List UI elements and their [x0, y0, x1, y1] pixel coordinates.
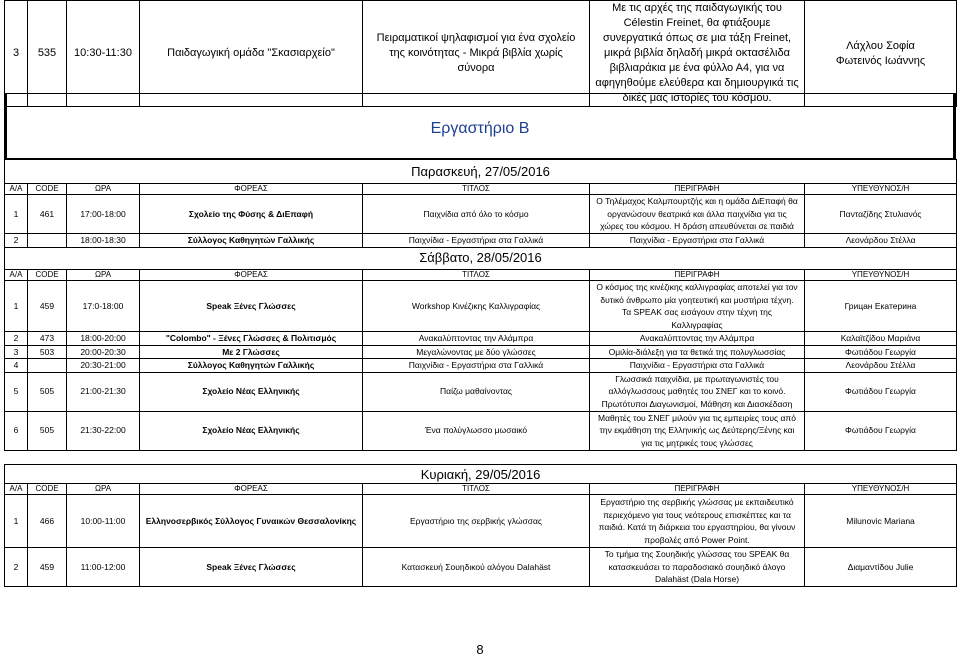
table-row [5, 281, 957, 332]
row-code: 505 [28, 372, 67, 411]
row-org: "Colombo" - Ξένες Γλώσσες & Πολιτισμός [140, 332, 363, 346]
row-time: 20:00-20:30 [67, 345, 140, 359]
header-code: CODE [28, 270, 67, 281]
row-desc: Μαθητές του ΣΝΕΓ μιλούν για τις εμπειρίες τους από την εκμάθηση της Ελληνικής ως Δεύτερης/Ξένης και για τις μητρικές τους γλώσσες [590, 411, 805, 450]
row-code [28, 359, 67, 373]
row-no: 2 [5, 332, 28, 346]
row-org: Σύλλογος Καθηγητών Γαλλικής [140, 359, 363, 373]
table-row [5, 195, 957, 234]
row-desc: Γλωσσικά παιχνίδια, με πρωταγωνιστές του αλλόγλωσσους μαθητές του ΣΝΕΓ και το κοινό. Πρωτότυποι Διαγωνισμοί, Μάθηση και Διασκέδαση [590, 372, 805, 411]
header-code: CODE [28, 184, 67, 195]
row-code: 535 [28, 1, 67, 107]
table-row [5, 411, 957, 450]
table-row [5, 495, 957, 548]
row-code: 505 [28, 411, 67, 450]
row-time: 21:30-22:00 [67, 411, 140, 450]
header-no: Α/Α [5, 184, 28, 195]
row-no: 3 [5, 1, 28, 107]
header-desc: ΠΕΡΙΓΡΑΦΗ [590, 484, 805, 495]
row-code: 459 [28, 281, 67, 332]
row-no: 1 [5, 281, 28, 332]
row-org: Σχολείο της Φύσης & ΔιΕπαφή [140, 195, 363, 234]
row-time: 18:00-18:30 [67, 234, 140, 248]
schedule-sunday [4, 464, 957, 587]
row-desc: Ο κόσμος της κινέζικης καλλιγραφίας αποτελεί για τον δυτικό άνθρωπο μία γοητευτική και μυστήρια τέχνη. Τα SPEAK σας εισάγουν στην τέχνη της Καλλιγραφίας [590, 281, 805, 332]
header-resp: ΥΠΕΥΘΥΝΟΣ/Η [805, 184, 957, 195]
row-title: Ανακαλύπτοντας την Αλάμπρα [363, 332, 590, 346]
row-desc: Παιχνίδια - Εργαστήρια στα Γαλλικά [590, 359, 805, 373]
header-time: ΩΡΑ [67, 184, 140, 195]
row-org: Με 2 Γλώσσες [140, 345, 363, 359]
row-title: Παιχνίδια - Εργαστήρια στα Γαλλικά [363, 234, 590, 248]
row-org: Speak Ξένες Γλώσσες [140, 548, 363, 587]
row-code: 473 [28, 332, 67, 346]
day-heading: Παρασκευή, 27/05/2016 [5, 160, 957, 184]
row-time: 11:00-12:00 [67, 548, 140, 587]
header-org: ΦΟΡΕΑΣ [140, 484, 363, 495]
header-desc: ΠΕΡΙΓΡΑΦΗ [590, 184, 805, 195]
row-no: 3 [5, 345, 28, 359]
header-no: Α/Α [5, 270, 28, 281]
row-desc: Ο Τηλέμαχος Καλμπουρτζής και η ομάδα ΔιΕπαφή θα οργανώσουν θεατρικά και άλλα παιχνίδια για τις χώρες του κόσμου. Η δράση απευθύνεται σε παιδιά [590, 195, 805, 234]
header-title: ΤΙΤΛΟΣ [363, 270, 590, 281]
row-title: Μεγαλώνοντας με δύο γλώσσες [363, 345, 590, 359]
row-title: Πειραματικοί ψηλαφισμοί για ένα σχολείο της κοινότητας - Μικρά βιβλία χωρίς σύνορα [363, 1, 590, 107]
header-code: CODE [28, 484, 67, 495]
row-no: 4 [5, 359, 28, 373]
table-row [5, 1, 957, 107]
row-code: 461 [28, 195, 67, 234]
row-title: Workshop Κινέζικης Καλλιγραφίας [363, 281, 590, 332]
row-no: 2 [5, 548, 28, 587]
schedule-saturday [4, 246, 957, 451]
row-code: 503 [28, 345, 67, 359]
table-row [5, 372, 957, 411]
header-org: ΦΟΡΕΑΣ [140, 184, 363, 195]
row-no: 1 [5, 495, 28, 548]
header-resp: ΥΠΕΥΘΥΝΟΣ/Η [805, 270, 957, 281]
table-row [5, 234, 957, 248]
row-desc: Ανακαλύπτοντας την Αλάμπρα [590, 332, 805, 346]
row-desc: Ομιλία-διάλεξη για τα θετικά της πολυγλωσσίας [590, 345, 805, 359]
header-time: ΩΡΑ [67, 270, 140, 281]
row-desc: Το τμήμα της Σουηδικής γλώσσας του SPEAK θα κατασκευάσει το παραδοσιακό σουηδικό άλογο Dalahäst (Dala Horse) [590, 548, 805, 587]
schedule-friday [4, 159, 957, 248]
header-resp: ΥΠΕΥΘΥΝΟΣ/Η [805, 484, 957, 495]
row-resp: Διαμαντίδου Julie [805, 548, 957, 587]
row-no: 1 [5, 195, 28, 234]
workshop-title: Εργαστήριο Β [430, 120, 530, 137]
header-desc: ΠΕΡΙΓΡΑΦΗ [590, 270, 805, 281]
column-header-row [5, 484, 957, 495]
column-header-row [5, 270, 957, 281]
row-time: 20:30-21:00 [67, 359, 140, 373]
row-org: Παιδαγωγική ομάδα "Σκασιαρχείο" [140, 1, 363, 107]
row-resp: Λάχλου Σοφία Φωτεινός Ιωάννης [805, 1, 957, 107]
row-time: 17:0-18:00 [67, 281, 140, 332]
row-no: 2 [5, 234, 28, 248]
row-code [28, 234, 67, 248]
row-code: 466 [28, 495, 67, 548]
row-resp: Καλαϊτζίδου Μαριάνα [805, 332, 957, 346]
top-row-table [4, 0, 957, 107]
header-title: ΤΙΤΛΟΣ [363, 484, 590, 495]
row-title: Παιχνίδια από όλο το κόσμο [363, 195, 590, 234]
row-resp: Πανταζίδης Στυλιανός [805, 195, 957, 234]
row-time: 21:00-21:30 [67, 372, 140, 411]
row-org: Ελληνοσερβικός Σύλλογος Γυναικών Θεσσαλονίκης [140, 495, 363, 548]
row-org: Speak Ξένες Γλώσσες [140, 281, 363, 332]
row-no: 6 [5, 411, 28, 450]
day-heading: Σάββατο, 28/05/2016 [5, 246, 957, 270]
row-resp: Milunovic Mariana [805, 495, 957, 548]
row-desc: Με τις αρχές της παιδαγωγικής του Célestin Freinet, θα φτιάξουμε συνεργατικά όπως σε μια τάξη Freinet, μικρά βιβλία δηλαδή μικρά οκτασέλιδα βιβλιαράκια με ένα φύλλο Α4, για να αφηγηθούμε ελεύθερα και δημιουργικά τις δικές μας ιστορίες του κόσμου. [590, 1, 805, 107]
table-row [5, 359, 957, 373]
table-row [5, 548, 957, 587]
row-resp: Φωτιάδου Γεωργία [805, 372, 957, 411]
row-time: 10:30-11:30 [67, 1, 140, 107]
column-header-row [5, 184, 957, 195]
row-code: 459 [28, 548, 67, 587]
page-number: 8 [476, 642, 484, 657]
header-no: Α/Α [5, 484, 28, 495]
row-resp: Λεονάρδου Στέλλα [805, 234, 957, 248]
header-title: ΤΙΤΛΟΣ [363, 184, 590, 195]
row-title: Ένα πολύγλωσσο μωσαικό [363, 411, 590, 450]
workshop-banner [4, 93, 956, 159]
header-org: ΦΟΡΕΑΣ [140, 270, 363, 281]
row-time: 10:00-11:00 [67, 495, 140, 548]
row-org: Σχολείο Νέας Ελληνικής [140, 372, 363, 411]
row-resp: Λεονάρδου Στέλλα [805, 359, 957, 373]
row-title: Εργαστήριο της σερβικής γλώσσας [363, 495, 590, 548]
row-resp: Φωτιάδου Γεωργία [805, 345, 957, 359]
row-title: Κατασκευή Σουηδικού αλόγου Dalahäst [363, 548, 590, 587]
table-row [5, 332, 957, 346]
table-row [5, 345, 957, 359]
row-desc: Παιχνίδια - Εργαστήρια στα Γαλλικά [590, 234, 805, 248]
row-time: 18:00-20:00 [67, 332, 140, 346]
row-org: Σχολείο Νέας Ελληνικής [140, 411, 363, 450]
row-time: 17:00-18:00 [67, 195, 140, 234]
row-title: Παίζω μαθαίνοντας [363, 372, 590, 411]
row-org: Σύλλογος Καθηγητών Γαλλικής [140, 234, 363, 248]
row-desc: Εργαστήριο της σερβικής γλώσσας με εκπαιδευτικό περιεχόμενο για τους νεότερους επισκέπτες και τα παιδιά. Κατά τη διάρκεια του εργαστηρίου, θα γίνουν προβολές από Power Point. [590, 495, 805, 548]
header-time: ΩΡΑ [67, 484, 140, 495]
row-no: 5 [5, 372, 28, 411]
row-resp: Φωτιάδου Γεωργία [805, 411, 957, 450]
row-title: Παιχνίδια - Εργαστήρια στα Γαλλικά [363, 359, 590, 373]
day-heading: Κυριακή, 29/05/2016 [5, 465, 957, 484]
row-resp: Грицан Екатерина [805, 281, 957, 332]
